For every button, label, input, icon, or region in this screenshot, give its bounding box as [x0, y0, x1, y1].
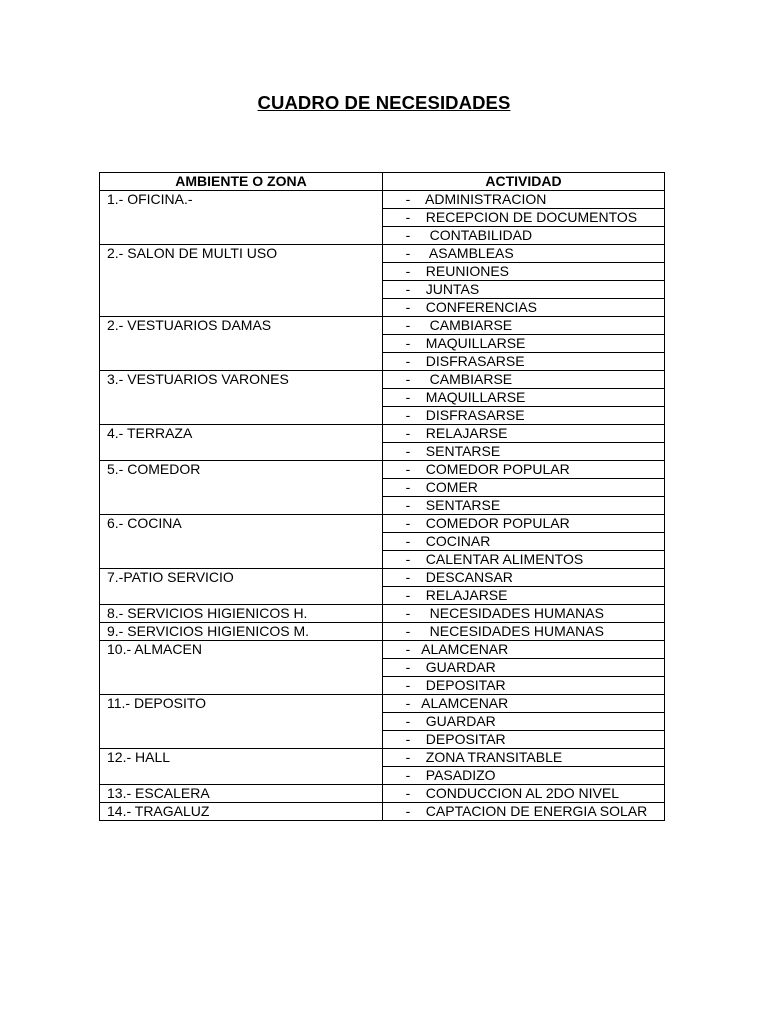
- needs-table: [99, 172, 665, 821]
- activity-cell: - COMER: [383, 479, 665, 497]
- table-row: [100, 623, 665, 641]
- activity-cell: - NECESIDADES HUMANAS: [383, 605, 665, 623]
- table-row: [100, 461, 665, 479]
- activity-cell: - CALENTAR ALIMENTOS: [383, 551, 665, 569]
- activity-cell: - COMEDOR POPULAR: [383, 515, 665, 533]
- activity-cell: - ZONA TRANSITABLE: [383, 749, 665, 767]
- table-row: [100, 749, 665, 767]
- zone-cell: 6.- COCINA: [100, 515, 383, 569]
- activity-cell: - SENTARSE: [383, 443, 665, 461]
- zone-column-header: AMBIENTE O ZONA: [100, 173, 383, 191]
- zone-cell: 4.- TERRAZA: [100, 425, 383, 461]
- activity-cell: - CAMBIARSE: [383, 317, 665, 335]
- zone-cell: 10.- ALMACEN: [100, 641, 383, 695]
- zone-cell: 12.- HALL: [100, 749, 383, 785]
- table-row: [100, 569, 665, 587]
- zone-cell: 3.- VESTUARIOS VARONES: [100, 371, 383, 425]
- zone-cell: 1.- OFICINA.-: [100, 191, 383, 245]
- activity-cell: - CAPTACION DE ENERGIA SOLAR: [383, 803, 665, 821]
- activity-cell: - ALAMCENAR: [383, 641, 665, 659]
- activity-cell: - MAQUILLARSE: [383, 335, 665, 353]
- activity-cell: - ALAMCENAR: [383, 695, 665, 713]
- zone-cell: 14.- TRAGALUZ: [100, 803, 383, 821]
- activity-cell: - DEPOSITAR: [383, 677, 665, 695]
- activity-cell: - MAQUILLARSE: [383, 389, 665, 407]
- table-row: [100, 191, 665, 209]
- table-row: [100, 425, 665, 443]
- activity-cell: - ASAMBLEAS: [383, 245, 665, 263]
- activity-cell: - JUNTAS: [383, 281, 665, 299]
- table-header-row: [100, 173, 665, 191]
- activity-cell: - DEPOSITAR: [383, 731, 665, 749]
- activity-cell: - PASADIZO: [383, 767, 665, 785]
- table-row: [100, 515, 665, 533]
- table-row: [100, 695, 665, 713]
- activity-cell: - COMEDOR POPULAR: [383, 461, 665, 479]
- document-title: CUADRO DE NECESIDADES: [257, 92, 511, 113]
- activity-cell: - RELAJARSE: [383, 425, 665, 443]
- activity-cell: - CONDUCCION AL 2DO NIVEL: [383, 785, 665, 803]
- activity-cell: - NECESIDADES HUMANAS: [383, 623, 665, 641]
- activity-cell: - DISFRASARSE: [383, 407, 665, 425]
- activity-cell: - COCINAR: [383, 533, 665, 551]
- table-row: [100, 641, 665, 659]
- activity-cell: - REUNIONES: [383, 263, 665, 281]
- zone-cell: 2.- VESTUARIOS DAMAS: [100, 317, 383, 371]
- activity-cell: - CONTABILIDAD: [383, 227, 665, 245]
- activity-cell: - GUARDAR: [383, 659, 665, 677]
- activity-cell: - CONFERENCIAS: [383, 299, 665, 317]
- zone-cell: 7.-PATIO SERVICIO: [100, 569, 383, 605]
- table-row: [100, 371, 665, 389]
- zone-cell: 9.- SERVICIOS HIGIENICOS M.: [100, 623, 383, 641]
- activity-cell: - RECEPCION DE DOCUMENTOS: [383, 209, 665, 227]
- activity-cell: - GUARDAR: [383, 713, 665, 731]
- activity-cell: - CAMBIARSE: [383, 371, 665, 389]
- activity-column-header: ACTIVIDAD: [383, 173, 665, 191]
- activity-cell: - ADMINISTRACION: [383, 191, 665, 209]
- table-row: [100, 317, 665, 335]
- zone-cell: 8.- SERVICIOS HIGIENICOS H.: [100, 605, 383, 623]
- zone-cell: 2.- SALON DE MULTI USO: [100, 245, 383, 317]
- activity-cell: - RELAJARSE: [383, 587, 665, 605]
- table-body: [100, 191, 665, 821]
- zone-cell: 13.- ESCALERA: [100, 785, 383, 803]
- table-row: [100, 785, 665, 803]
- activity-cell: - DISFRASARSE: [383, 353, 665, 371]
- zone-cell: 11.- DEPOSITO: [100, 695, 383, 749]
- activity-cell: - SENTARSE: [383, 497, 665, 515]
- activity-cell: - DESCANSAR: [383, 569, 665, 587]
- table-row: [100, 605, 665, 623]
- table-row: [100, 803, 665, 821]
- table-row: [100, 245, 665, 263]
- zone-cell: 5.- COMEDOR: [100, 461, 383, 515]
